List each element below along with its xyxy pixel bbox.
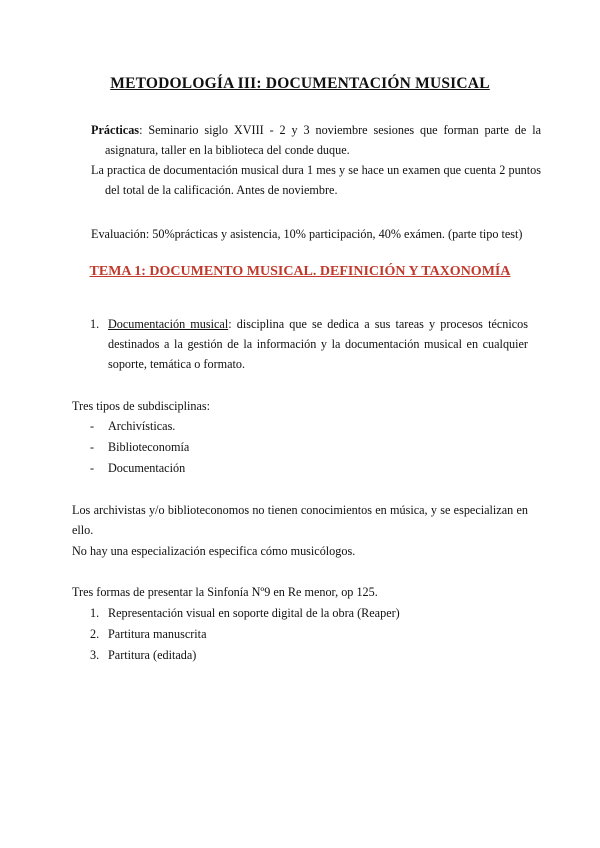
definition-item — [90, 314, 530, 374]
list-number: 2. — [90, 627, 100, 641]
page-title: METODOLOGÍA III: DOCUMENTACIÓN MUSICAL — [110, 75, 490, 92]
practicas-paragraph — [91, 120, 541, 160]
list-item — [90, 603, 400, 623]
list-item — [90, 437, 190, 457]
definition-number: 1. — [90, 317, 100, 331]
subdisciplina-item: Biblioteconomía — [108, 440, 190, 454]
bullet-dash: - — [90, 461, 95, 475]
tema-heading: TEMA 1: DOCUMENTO MUSICAL. DEFINICIÓN Y TAXONOMÍA — [89, 264, 511, 279]
list-item — [90, 458, 186, 478]
subdisciplina-item: Archivísticas. — [108, 419, 176, 433]
formas-intro: Tres formas de presentar la Sinfonía Nº9 en Re menor, op 125. — [72, 585, 378, 599]
evaluacion-line: Evaluación: 50%prácticas y asistencia, 10% participación, 40% exámen. (parte tipo test) — [91, 227, 523, 241]
practicas-text: : Seminario siglo XVIII - 2 y 3 noviembre sesiones que forman parte de la asignatura, taller en la biblioteca del conde duque. — [105, 123, 541, 157]
definition-text: : disciplina que se dedica a sus tareas y procesos técnicos destinados a la gestión de la información y la documentación musical en cualquier soporte, temática o formato. — [108, 317, 528, 371]
especializacion-line: No hay una especialización especifica cómo musicólogos. — [72, 544, 356, 558]
forma-item: Representación visual en soporte digital de la obra (Reaper) — [108, 606, 400, 620]
list-item — [90, 416, 176, 436]
practica-paragraph: La practica de documentación musical dura 1 mes y se hace un examen que cuenta 2 puntos del total de la calificación. Antes de noviembre. — [91, 163, 541, 197]
forma-item: Partitura (editada) — [108, 648, 197, 662]
bullet-dash: - — [90, 440, 95, 454]
subdisciplina-item: Documentación — [108, 461, 186, 475]
archivistas-paragraph: Los archivistas y/o biblioteconomos no tienen conocimientos en música, y se especializan en ello. — [72, 503, 528, 537]
definition-term: Documentación musical — [108, 317, 229, 331]
subdisciplinas-intro: Tres tipos de subdisciplinas: — [72, 399, 211, 413]
forma-item: Partitura manuscrita — [108, 627, 207, 641]
list-item — [90, 624, 207, 644]
practicas-label: Prácticas — [91, 123, 140, 137]
list-item — [90, 645, 197, 665]
list-number: 1. — [90, 606, 100, 620]
list-number: 3. — [90, 648, 100, 662]
bullet-dash: - — [90, 419, 95, 433]
